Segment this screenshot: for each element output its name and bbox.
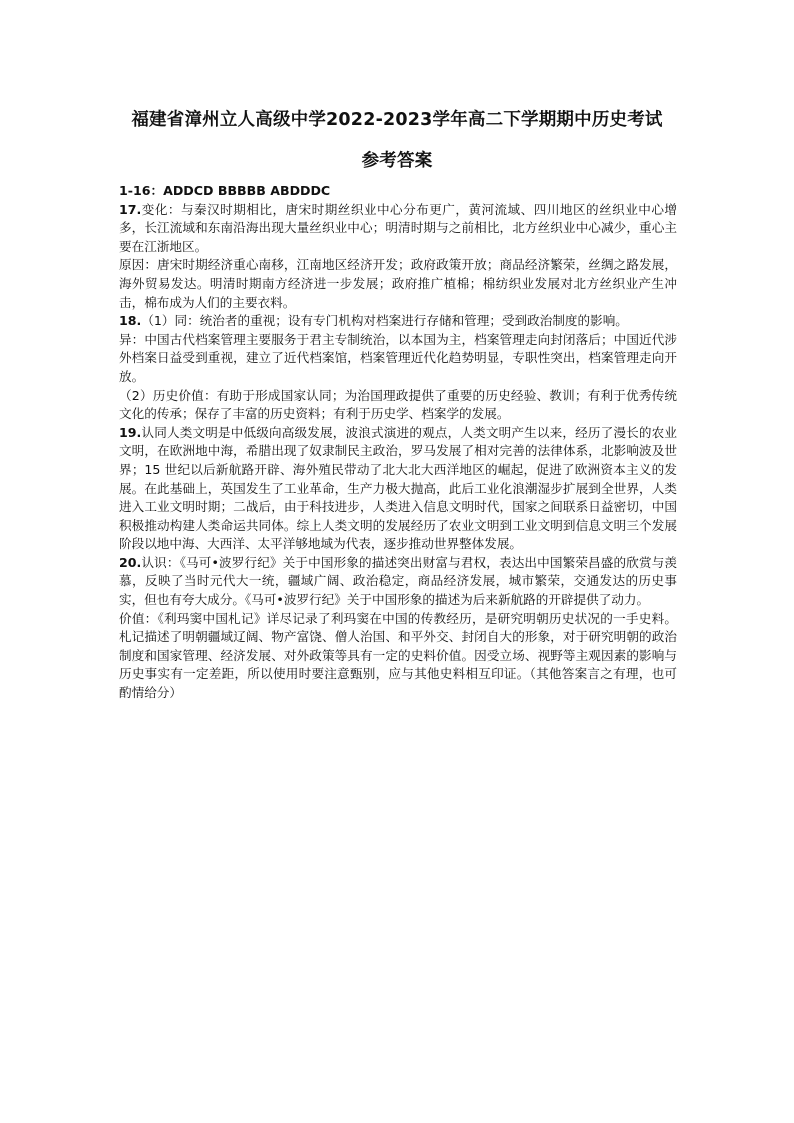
q18-difference: 异：中国古代档案管理主要服务于君主专制统治，以本国为主，档案管理走向封闭落后；中国近代涉外档案日益受到重视，建立了近代档案馆，档案管理近代化趋势明显，专职性突出，档案管理走向开放。: [119, 331, 677, 384]
answer-content: [119, 182, 677, 703]
q17-number: 17.: [119, 201, 142, 217]
q19-text: 认同人类文明是中低级向高级发展，波浪式演进的观点，人类文明产生以来，经历了漫长的农业文明，在欧洲地中海，希腊出现了奴隶制民主政治，罗马发展了相对完善的法律体系，北影响波及世界；15 世纪以后新航路开辟、海外殖民带动了北大北大西洋地区的崛起，促进了欧洲资本主义的发展。在此基础上，英国发生了工业革命，生产力极大抛高，此后工业化浪潮湿步扩展到全世界，人类进入工业文明时期；二战后，由于科技进步，人类进入信息文明时代，国家之间联系日益密切，中国积极推动构建人类命运共同体。综上人类文明的发展经历了农业文明到工业文明到信息文明三个发展阶段以地中海、大西洋、太平洋够地域为代表，逐步推动世界整体发展。: [119, 424, 677, 552]
q17-change: [119, 201, 677, 257]
q20-view: [119, 554, 677, 610]
q18-part1: [119, 312, 677, 331]
q18-number: 18.: [119, 313, 142, 329]
q19-answer: [119, 424, 677, 554]
q20-view-text: 认识：《马可•波罗行纪》关于中国形象的描述突出财富与君权，表达出中国繁荣昌盛的欣赏与羡慕，反映了当时元代大一统，疆域广阔、政治稳定，商品经济发展，城市繁荣，交通发达的历史事实，但也有夸大成分。《马可•波罗行纪》关于中国形象的描述为后来新航路的开辟提供了动力。: [119, 554, 677, 608]
choice-answers: [119, 182, 677, 201]
q18-part2: （2）历史价值：有助于形成国家认同；为治国理政提供了重要的历史经验、教训；有利于优秀传统文化的传承；保存了丰富的历史资料；有利于历史学、档案学的发展。: [119, 387, 677, 422]
q20-value: 价值：《利玛窦中国札记》详尽记录了利玛窦在中国的传教经历，是研究明朝历史状况的一手史料。札记描述了明朝疆域辽阔、物产富饶、僧人治国、和平外交、封闭自大的形象，对于研究明朝的政治制度和国家管理、经济发展、对外政策等具有一定的史料价值。因受立场、视野等主观因素的影响与历史事实有一定差距，所以使用时要注意甄别，应与其他史料相互印证。（其他答案言之有理，也可酌情给分）: [119, 610, 677, 701]
page-title: 福建省漳州立人高级中学2022-2023学年高二下学期期中历史考试: [131, 110, 663, 130]
q19-number: 19.: [119, 424, 142, 440]
q17-change-text: 变化：与秦汉时期相比，唐宋时期丝织业中心分布更广，黄河流域、四川地区的丝织业中心增多，长江流域和东南沿海出现大量丝织业中心；明清时期与之前相比，北方丝织业中心减少，重心主要在江浙地区。: [119, 201, 677, 254]
choice-answers-text: 1-16：ADDCD BBBBB ABDDDC: [119, 183, 331, 198]
page-subtitle: 参考答案: [361, 151, 433, 171]
q17-reason: 原因：唐宋时期经济重心南移，江南地区经济开发；政府政策开放；商品经济繁荣，丝绸之路发展，海外贸易发达。明清时期南方经济进一步发展；政府推广植棉；棉纺织业发展对北方丝织业产生冲击，棉布成为人们的主要衣料。: [119, 257, 677, 310]
q18-part1-text: （1）同：统治者的重视；设有专门机构对档案进行存储和管理；受到政治制度的影响。: [141, 313, 628, 329]
q20-number: 20.: [119, 554, 142, 570]
